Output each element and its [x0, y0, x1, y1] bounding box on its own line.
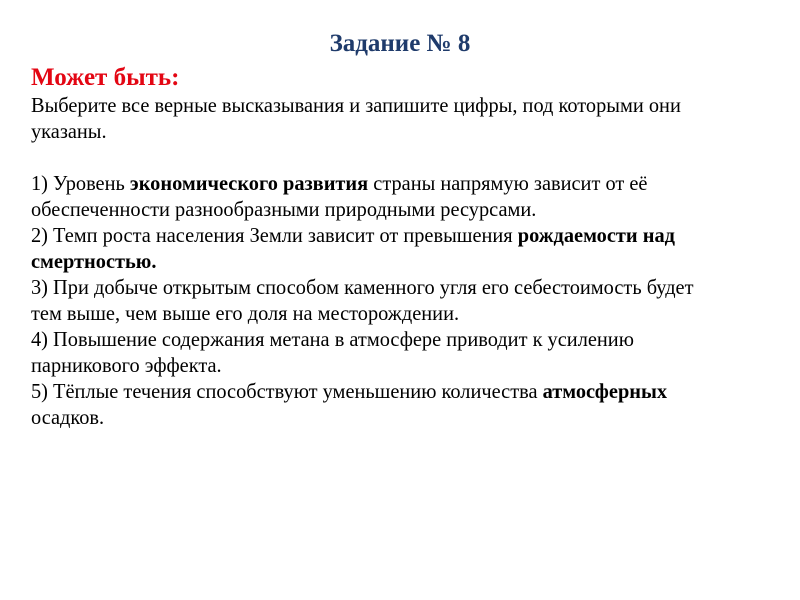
text: 1) Уровень — [31, 171, 130, 195]
statement-line — [31, 378, 694, 404]
statement-line — [31, 352, 694, 378]
statement-line — [31, 326, 694, 352]
statement-line — [31, 248, 694, 274]
statement-4 — [31, 326, 714, 378]
bold-text: атмосферных — [542, 379, 668, 403]
text: страны напрямую зависит от её — [368, 171, 648, 195]
statement-1 — [31, 170, 714, 222]
text: 4) Повышение содержания метана в атмосфере приводит к усилению — [31, 327, 634, 351]
slide-title: Задание № 8 — [329, 30, 471, 57]
task-body — [31, 92, 714, 430]
statement-line — [31, 300, 694, 326]
statement-line — [31, 404, 694, 430]
bold-text: рождаемости над — [517, 223, 675, 247]
text: 5) Тёплые течения способствуют уменьшению количества — [31, 379, 543, 403]
bold-text: экономического развития — [129, 171, 369, 195]
instruction-line: Выберите все верные высказывания и запишите цифры, под которыми они — [31, 93, 681, 117]
statement-2 — [31, 222, 714, 274]
subtitle: Может быть: — [31, 64, 180, 91]
statement-line — [31, 170, 694, 196]
statement-list — [31, 170, 714, 430]
statement-line — [31, 196, 694, 222]
text: 3) При добыче открытым способом каменного угля его себестоимость будет — [31, 275, 694, 299]
text: обеспеченности разнообразными природными ресурсами. — [31, 197, 537, 221]
statement-line — [31, 222, 694, 248]
text: парникового эффекта. — [31, 353, 222, 377]
statement-line — [31, 274, 694, 300]
spacer — [31, 144, 714, 170]
instruction-line: указаны. — [31, 119, 107, 143]
text: 2) Темп роста населения Земли зависит от превышения — [31, 223, 518, 247]
text: тем выше, чем выше его доля на месторождении. — [31, 301, 460, 325]
statement-5 — [31, 378, 714, 430]
statement-3 — [31, 274, 714, 326]
bold-text: смертностью. — [31, 249, 157, 273]
text: осадков. — [31, 405, 105, 429]
